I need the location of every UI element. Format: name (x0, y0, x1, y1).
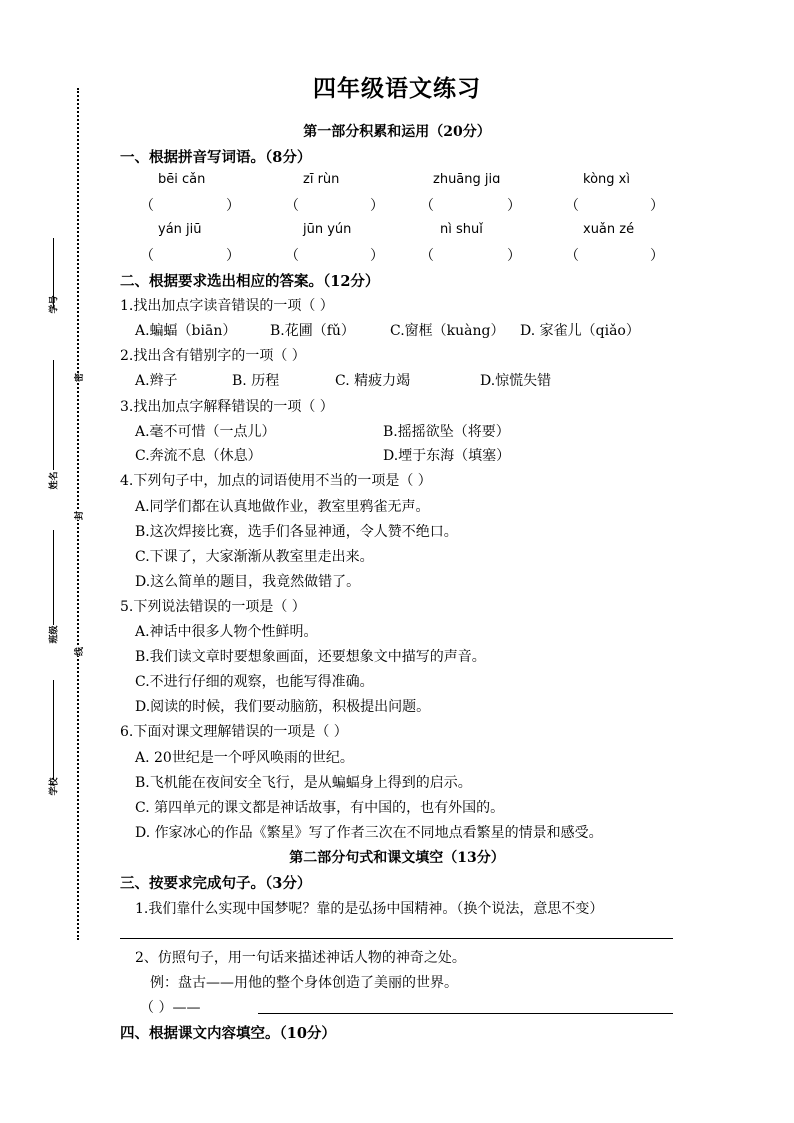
question-1: 1.找出加点字读音错误的一项（ ） (120, 298, 334, 314)
pinyin-1: bēi cǎn (158, 172, 206, 187)
section1-heading: 一、根据拼音写词语。（8分） (120, 149, 312, 166)
q2-option-b: B. 历程 (232, 373, 280, 389)
section3-heading: 三、按要求完成句子。（3分） (120, 875, 312, 892)
student-id-label: 学号 (49, 295, 60, 314)
sentence-task-2: 2、仿照句子，用一句话来描述神话人物的神奇之处。 (135, 950, 466, 966)
answer-box-close: ） (370, 248, 384, 264)
q5-option-b: B.我们读文章时要想象画面，还要想象文中描写的声音。 (135, 649, 486, 665)
q5-option-c: C.不进行仔细的观察，也能写得准确。 (135, 674, 374, 690)
answer-box-open[interactable]: （ (565, 198, 579, 214)
q2-option-d: D.惊慌失错 (480, 373, 552, 389)
answer-box-open[interactable]: （ (285, 198, 299, 214)
seal-mi: 密 (72, 373, 85, 382)
part1-heading: 第一部分积累和运用（20分） (303, 124, 491, 140)
q5-option-d: D.阅读的时候，我们要动脑筋，积极提出问题。 (135, 699, 431, 715)
answer-box-close: ） (650, 198, 664, 214)
q5-option-a: A.神话中很多人物个性鲜明。 (135, 624, 318, 640)
answer-box-close: ） (507, 248, 521, 264)
q1-option-c: C.窗框（kuàng） (390, 323, 505, 339)
q1-option-b: B.花圃（fǔ） (270, 323, 355, 339)
q6-option-d: D. 作家冰心的作品《繁星》写了作者三次在不同地点看繁星的情景和感受。 (135, 825, 603, 841)
pinyin-3: zhuāng jiɑ (433, 172, 501, 187)
pinyin-6: jūn yún (303, 222, 352, 237)
name-line (53, 360, 54, 470)
sentence-task-1: 1.我们靠什么实现中国梦呢？靠的是弘扬中国精神。（换个说法，意思不变） (135, 901, 604, 917)
q3-option-d: D.堙于东海（填塞） (383, 448, 511, 464)
page-title: 四年级语文练习 (313, 76, 481, 102)
q1-option-a: A.蝙蝠（biān） (135, 323, 237, 339)
q4-option-a: A.同学们都在认真地做作业，教室里鸦雀无声。 (135, 499, 430, 515)
q4-option-b: B.这次焊接比赛，选手们各显神通，令人赞不绝口。 (135, 524, 458, 540)
answer-box-close: ） (650, 248, 664, 264)
section2-heading: 二、根据要求选出相应的答案。（12分） (120, 273, 380, 290)
q6-option-a: A. 20世纪是一个呼风唤雨的世纪。 (135, 750, 354, 766)
school-line (53, 680, 54, 780)
question-6: 6.下面对课文理解错误的一项是（ ） (120, 724, 348, 740)
class-line (53, 530, 54, 625)
answer-line-2[interactable] (258, 1013, 673, 1014)
school-label: 学校 (49, 777, 60, 796)
question-2: 2.找出含有错别字的一项（ ） (120, 348, 306, 364)
q2-option-c: C. 精疲力竭 (335, 373, 411, 389)
seal-feng: 封 (72, 511, 85, 520)
question-5: 5.下列说法错误的一项是（ ） (120, 599, 306, 615)
class-label: 班级 (49, 625, 60, 644)
q4-option-c: C.下课了，大家渐渐从教室里走出来。 (135, 549, 374, 565)
q3-option-c: C.奔流不息（休息） (135, 448, 262, 464)
answer-box-open[interactable]: （ (285, 248, 299, 264)
q4-option-d: D.这么简单的题目，我竟然做错了。 (135, 574, 361, 590)
q2-option-a: A.辫子 (135, 373, 178, 389)
pinyin-2: zī rùn (303, 172, 340, 187)
answer-box-close: ） (370, 198, 384, 214)
q6-option-b: B.飞机能在夜间安全飞行，是从蝙蝠身上得到的启示。 (135, 775, 472, 791)
answer-box-open[interactable]: （ (420, 198, 434, 214)
seal-xian: 线 (72, 647, 85, 656)
part2-heading: 第二部分句式和课文填空（13分） (289, 850, 505, 866)
q3-option-b: B.摇摇欲坠（将要） (383, 424, 510, 440)
pinyin-8: xuǎn zé (583, 222, 635, 237)
answer-box-open[interactable]: （ (140, 248, 154, 264)
q1-option-d: D. 家雀儿（qiǎo） (520, 323, 640, 339)
sentence-task-2-example: 例：盘古——用他的整个身体创造了美丽的世界。 (150, 975, 458, 991)
answer-box-close: ） (226, 248, 240, 264)
answer-box-close: ） (226, 198, 240, 214)
pinyin-7: nì shuǐ (440, 222, 483, 237)
question-4: 4.下列句子中，加点的词语使用不当的一项是（ ） (120, 473, 432, 489)
q3-option-a: A.毫不可惜（一点儿） (135, 424, 276, 440)
answer-box-open[interactable]: （ (565, 248, 579, 264)
name-label: 姓名 (49, 471, 60, 490)
question-3: 3.找出加点字解释错误的一项（ ） (120, 399, 334, 415)
q6-option-c: C. 第四单元的课文都是神话故事，有中国的，也有外国的。 (135, 800, 505, 816)
answer-box-open[interactable]: （ (140, 198, 154, 214)
section4-heading: 四、根据课文内容填空。（10分） (120, 1025, 336, 1042)
sentence-task-2-blank[interactable]: （ ）—— (140, 1000, 201, 1016)
answer-box-open[interactable]: （ (420, 248, 434, 264)
pinyin-5: yán jiū (158, 222, 202, 237)
answer-line-1[interactable] (120, 938, 673, 939)
pinyin-4: kòng xì (583, 172, 630, 187)
answer-box-close: ） (507, 198, 521, 214)
